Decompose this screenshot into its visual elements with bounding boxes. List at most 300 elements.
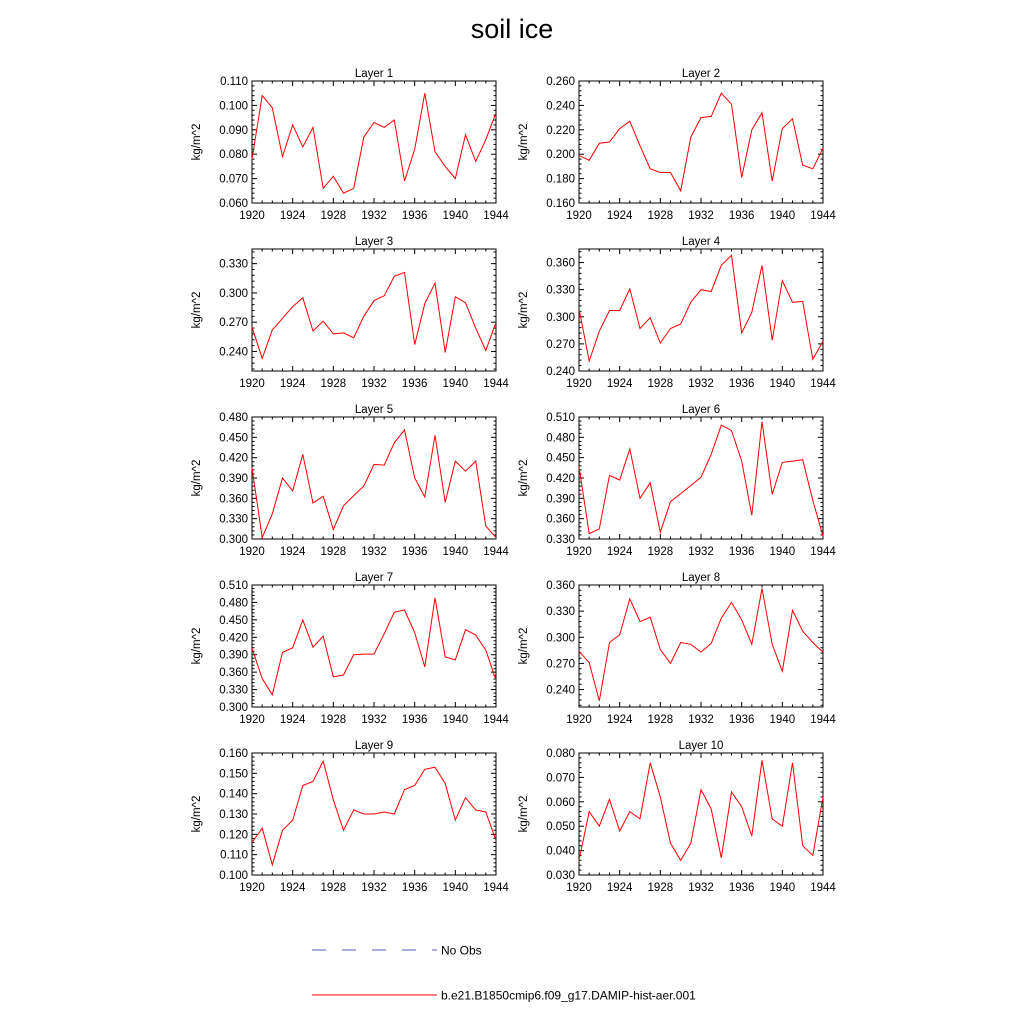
data-point [353, 188, 354, 189]
data-point [670, 328, 671, 329]
plot-frame [252, 81, 496, 203]
y-tick-label: 0.510 [546, 412, 575, 424]
x-tick-label: 1936 [401, 714, 428, 726]
y-tick-label: 0.330 [546, 284, 575, 297]
y-tick-label: 0.390 [219, 649, 248, 662]
y-tick-label: 0.480 [546, 432, 575, 445]
data-point [485, 811, 486, 812]
data-point [455, 461, 456, 462]
y-tick-label: 0.090 [219, 124, 248, 137]
data-point [404, 272, 405, 273]
data-point [680, 323, 681, 324]
data-point [434, 435, 435, 436]
data-point [404, 609, 405, 610]
x-tick-label: 1920 [566, 546, 592, 558]
plot-frame [579, 81, 823, 203]
x-tick-label: 1940 [769, 210, 796, 222]
data-point [609, 141, 610, 142]
x-tick-label: 1940 [442, 210, 469, 222]
x-tick-label: 1920 [566, 210, 592, 222]
y-tick-label: 0.100 [219, 870, 248, 882]
data-point [424, 769, 425, 770]
data-point [475, 634, 476, 635]
series-line [252, 761, 496, 865]
data-point [323, 321, 324, 322]
data-point [599, 528, 600, 529]
data-point [578, 651, 579, 652]
x-tick-label: 1936 [401, 378, 428, 390]
x-tick-label: 1940 [442, 378, 469, 390]
data-point [639, 498, 640, 499]
figure-title: soil ice [470, 14, 554, 44]
chart-panel-4 [518, 236, 836, 390]
data-point [680, 493, 681, 494]
data-point [772, 818, 773, 819]
data-point [802, 631, 803, 632]
x-tick-label: 1932 [361, 210, 387, 222]
data-point [485, 526, 486, 527]
data-point [761, 760, 762, 761]
data-point [639, 818, 640, 819]
x-tick-label: 1924 [606, 546, 633, 558]
y-tick-label: 0.160 [546, 198, 575, 210]
x-tick-label: 1920 [566, 714, 592, 726]
data-point [312, 127, 313, 128]
data-point [700, 117, 701, 118]
y-axis-label: kg/m^2 [191, 627, 203, 665]
series-line [579, 255, 823, 361]
data-point [650, 317, 651, 318]
data-point [690, 644, 691, 645]
data-point [455, 820, 456, 821]
y-tick-label: 0.120 [219, 829, 248, 842]
data-point [660, 532, 661, 533]
x-tick-label: 1924 [606, 210, 633, 222]
data-point [394, 813, 395, 814]
panel-title: Layer 9 [354, 740, 394, 752]
x-tick-label: 1936 [728, 546, 755, 558]
data-point [353, 495, 354, 496]
data-point [465, 471, 466, 472]
chart-panel-10 [518, 740, 836, 894]
x-tick-label: 1920 [566, 378, 592, 390]
data-point [619, 310, 620, 311]
data-point [599, 826, 600, 827]
chart-panel-7 [191, 572, 509, 726]
x-tick-label: 1928 [647, 210, 674, 222]
data-point [772, 494, 773, 495]
data-point [445, 502, 446, 503]
y-tick-label: 0.480 [219, 597, 248, 610]
data-point [711, 116, 712, 117]
x-tick-label: 1924 [606, 714, 633, 726]
data-point [363, 486, 364, 487]
y-tick-label: 0.140 [219, 788, 248, 801]
y-tick-label: 0.360 [546, 580, 575, 592]
series-line [252, 598, 496, 695]
x-tick-label: 1924 [279, 714, 306, 726]
data-point [792, 461, 793, 462]
data-point [292, 124, 293, 125]
data-point [373, 464, 374, 465]
panel-title: Layer 10 [678, 740, 724, 752]
data-point [343, 674, 344, 675]
data-point [578, 155, 579, 156]
data-point [312, 503, 313, 504]
y-tick-label: 0.330 [219, 513, 248, 526]
data-point [302, 297, 303, 298]
y-tick-label: 0.300 [219, 534, 248, 546]
y-tick-label: 0.260 [546, 76, 575, 88]
plot-frame [579, 753, 823, 875]
x-tick-label: 1928 [647, 882, 674, 894]
data-point [700, 652, 701, 653]
x-tick-label: 1920 [239, 378, 265, 390]
data-point [629, 811, 630, 812]
chart-panel-3 [191, 236, 509, 390]
data-point [629, 121, 630, 122]
data-point [333, 176, 334, 177]
data-point [373, 122, 374, 123]
data-point [384, 465, 385, 466]
data-point [333, 333, 334, 334]
data-point [660, 796, 661, 797]
data-point [251, 467, 252, 468]
data-point [292, 306, 293, 307]
y-tick-label: 0.420 [219, 452, 248, 465]
data-point [262, 828, 263, 829]
data-point [802, 845, 803, 846]
data-point [302, 454, 303, 455]
data-point [282, 830, 283, 831]
data-point [292, 820, 293, 821]
data-point [822, 796, 823, 797]
series-line [579, 760, 823, 860]
data-point [599, 143, 600, 144]
data-point [812, 642, 813, 643]
x-tick-label: 1940 [769, 714, 796, 726]
data-point [802, 301, 803, 302]
y-tick-label: 0.330 [546, 606, 575, 619]
x-tick-label: 1940 [442, 714, 469, 726]
data-point [394, 442, 395, 443]
data-point [414, 149, 415, 150]
x-tick-label: 1928 [320, 714, 347, 726]
data-point [690, 137, 691, 138]
y-axis-label: kg/m^2 [191, 291, 203, 329]
panel-title: Layer 4 [681, 236, 721, 248]
data-point [690, 485, 691, 486]
data-point [384, 633, 385, 634]
x-tick-label: 1928 [647, 378, 674, 390]
y-tick-label: 0.330 [219, 684, 248, 697]
y-tick-label: 0.080 [546, 748, 575, 760]
y-tick-label: 0.480 [219, 412, 248, 424]
data-point [373, 813, 374, 814]
data-point [272, 694, 273, 695]
y-tick-label: 0.270 [546, 658, 575, 671]
data-point [599, 700, 600, 701]
data-point [731, 255, 732, 256]
x-tick-label: 1920 [239, 882, 265, 894]
y-axis-label: kg/m^2 [518, 627, 530, 665]
data-point [343, 332, 344, 333]
x-tick-label: 1932 [688, 210, 714, 222]
data-point [670, 663, 671, 664]
data-point [761, 421, 762, 422]
data-point [731, 602, 732, 603]
data-point [373, 654, 374, 655]
data-point [751, 644, 752, 645]
y-tick-label: 0.110 [220, 849, 248, 862]
y-axis-label: kg/m^2 [191, 459, 203, 497]
plot-frame [252, 585, 496, 707]
data-point [302, 785, 303, 786]
data-point [761, 265, 762, 266]
data-point [404, 429, 405, 430]
data-point [711, 291, 712, 292]
x-tick-label: 1932 [361, 882, 387, 894]
y-tick-label: 0.510 [219, 580, 248, 592]
chart-panels [191, 68, 836, 894]
data-point [670, 501, 671, 502]
y-tick-label: 0.070 [219, 173, 248, 186]
plot-frame [252, 249, 496, 371]
data-point [619, 479, 620, 480]
data-point [629, 598, 630, 599]
data-point [373, 300, 374, 301]
data-point [465, 302, 466, 303]
y-tick-label: 0.160 [219, 748, 248, 760]
x-tick-label: 1936 [728, 714, 755, 726]
y-tick-label: 0.040 [546, 845, 575, 858]
y-tick-label: 0.300 [546, 311, 575, 324]
x-tick-label: 1932 [361, 546, 387, 558]
x-tick-label: 1928 [320, 546, 347, 558]
data-point [475, 461, 476, 462]
data-point [424, 303, 425, 304]
data-point [690, 843, 691, 844]
data-point [680, 860, 681, 861]
y-tick-label: 0.240 [546, 684, 575, 697]
plot-frame [252, 417, 496, 539]
data-point [445, 352, 446, 353]
data-point [333, 676, 334, 677]
data-point [822, 652, 823, 653]
data-point [475, 328, 476, 329]
y-tick-label: 0.450 [219, 432, 248, 445]
x-tick-label: 1944 [483, 546, 509, 558]
legend [312, 944, 696, 1003]
data-point [282, 318, 283, 319]
data-point [312, 647, 313, 648]
data-point [363, 813, 364, 814]
x-tick-label: 1924 [279, 546, 306, 558]
data-point [465, 629, 466, 630]
data-point [495, 112, 496, 113]
chart-panel-8 [518, 572, 836, 726]
y-tick-label: 0.180 [546, 173, 575, 186]
x-tick-label: 1944 [810, 210, 836, 222]
x-tick-label: 1928 [320, 882, 347, 894]
data-point [272, 864, 273, 865]
y-tick-label: 0.360 [546, 513, 575, 526]
y-tick-label: 0.300 [219, 287, 248, 300]
data-point [333, 529, 334, 530]
data-point [731, 791, 732, 792]
data-point [609, 310, 610, 311]
y-tick-label: 0.300 [546, 632, 575, 645]
data-point [721, 618, 722, 619]
y-tick-label: 0.240 [219, 346, 248, 359]
y-axis-label: kg/m^2 [191, 123, 203, 161]
data-point [822, 341, 823, 342]
data-point [343, 193, 344, 194]
data-point [343, 830, 344, 831]
y-tick-label: 0.330 [546, 534, 575, 546]
data-point [822, 536, 823, 537]
data-point [772, 340, 773, 341]
x-tick-label: 1944 [810, 378, 836, 390]
x-tick-label: 1928 [320, 210, 347, 222]
series-line [579, 93, 823, 191]
data-point [394, 276, 395, 277]
data-point [650, 168, 651, 169]
data-point [495, 322, 496, 323]
data-point [772, 644, 773, 645]
y-tick-label: 0.270 [219, 317, 248, 330]
data-point [812, 500, 813, 501]
data-point [822, 148, 823, 149]
panel-title: Layer 1 [354, 68, 394, 80]
data-point [485, 650, 486, 651]
data-point [650, 762, 651, 763]
data-point [445, 656, 446, 657]
data-point [660, 172, 661, 173]
data-point [414, 344, 415, 345]
data-point [414, 477, 415, 478]
data-point [414, 632, 415, 633]
data-point [792, 610, 793, 611]
data-point [333, 799, 334, 800]
x-tick-label: 1944 [483, 714, 509, 726]
y-tick-label: 0.100 [219, 100, 248, 113]
data-point [363, 316, 364, 317]
data-point [578, 860, 579, 861]
data-point [262, 678, 263, 679]
x-tick-label: 1944 [810, 546, 836, 558]
data-point [639, 328, 640, 329]
x-tick-label: 1932 [688, 378, 714, 390]
data-point [343, 505, 344, 506]
data-point [323, 761, 324, 762]
x-tick-label: 1920 [239, 546, 265, 558]
y-axis-label: kg/m^2 [518, 123, 530, 161]
data-point [812, 168, 813, 169]
data-point [589, 533, 590, 534]
data-point [424, 496, 425, 497]
data-point [282, 652, 283, 653]
x-tick-label: 1932 [688, 714, 714, 726]
legend-model-label: b.e21.B1850cmip6.f09_g17.DAMIP-hist-aer.001 [441, 988, 696, 1003]
data-point [639, 621, 640, 622]
data-point [680, 190, 681, 191]
data-point [711, 454, 712, 455]
data-point [272, 329, 273, 330]
x-tick-label: 1944 [483, 882, 509, 894]
x-tick-label: 1928 [647, 546, 674, 558]
y-tick-label: 0.270 [546, 338, 575, 351]
x-tick-label: 1936 [401, 882, 428, 894]
data-point [455, 296, 456, 297]
x-tick-label: 1936 [728, 210, 755, 222]
data-point [589, 361, 590, 362]
data-point [782, 462, 783, 463]
data-point [751, 312, 752, 313]
data-point [578, 308, 579, 309]
data-point [721, 857, 722, 858]
data-point [731, 430, 732, 431]
data-point [609, 475, 610, 476]
y-tick-label: 0.330 [219, 258, 248, 271]
x-tick-label: 1924 [279, 210, 306, 222]
data-point [251, 648, 252, 649]
x-tick-label: 1944 [483, 210, 509, 222]
chart-panel-1 [191, 68, 509, 222]
data-point [792, 302, 793, 303]
x-tick-label: 1932 [361, 714, 387, 726]
x-tick-label: 1936 [728, 882, 755, 894]
series-line [579, 589, 823, 701]
data-point [404, 180, 405, 181]
data-point [445, 783, 446, 784]
x-tick-label: 1932 [688, 546, 714, 558]
data-point [609, 799, 610, 800]
panel-title: Layer 2 [681, 68, 721, 80]
data-point [700, 477, 701, 478]
y-tick-label: 0.300 [219, 702, 248, 714]
data-point [323, 496, 324, 497]
data-point [251, 159, 252, 160]
y-tick-label: 0.060 [546, 796, 575, 809]
data-point [782, 128, 783, 129]
data-point [485, 350, 486, 351]
data-point [353, 809, 354, 810]
x-tick-label: 1944 [810, 714, 836, 726]
y-axis-label: kg/m^2 [518, 291, 530, 329]
data-point [670, 172, 671, 173]
y-tick-label: 0.150 [219, 768, 248, 781]
data-point [772, 180, 773, 181]
data-point [272, 107, 273, 108]
y-tick-label: 0.080 [219, 149, 248, 162]
x-tick-label: 1944 [483, 378, 509, 390]
y-tick-label: 0.360 [219, 667, 248, 680]
x-tick-label: 1924 [606, 882, 633, 894]
data-point [802, 165, 803, 166]
y-tick-label: 0.360 [546, 257, 575, 270]
data-point [475, 161, 476, 162]
data-point [589, 160, 590, 161]
data-point [609, 642, 610, 643]
data-point [424, 666, 425, 667]
data-point [282, 156, 283, 157]
x-tick-label: 1920 [239, 210, 265, 222]
y-axis-label: kg/m^2 [518, 459, 530, 497]
data-point [812, 855, 813, 856]
data-point [782, 826, 783, 827]
data-point [751, 129, 752, 130]
